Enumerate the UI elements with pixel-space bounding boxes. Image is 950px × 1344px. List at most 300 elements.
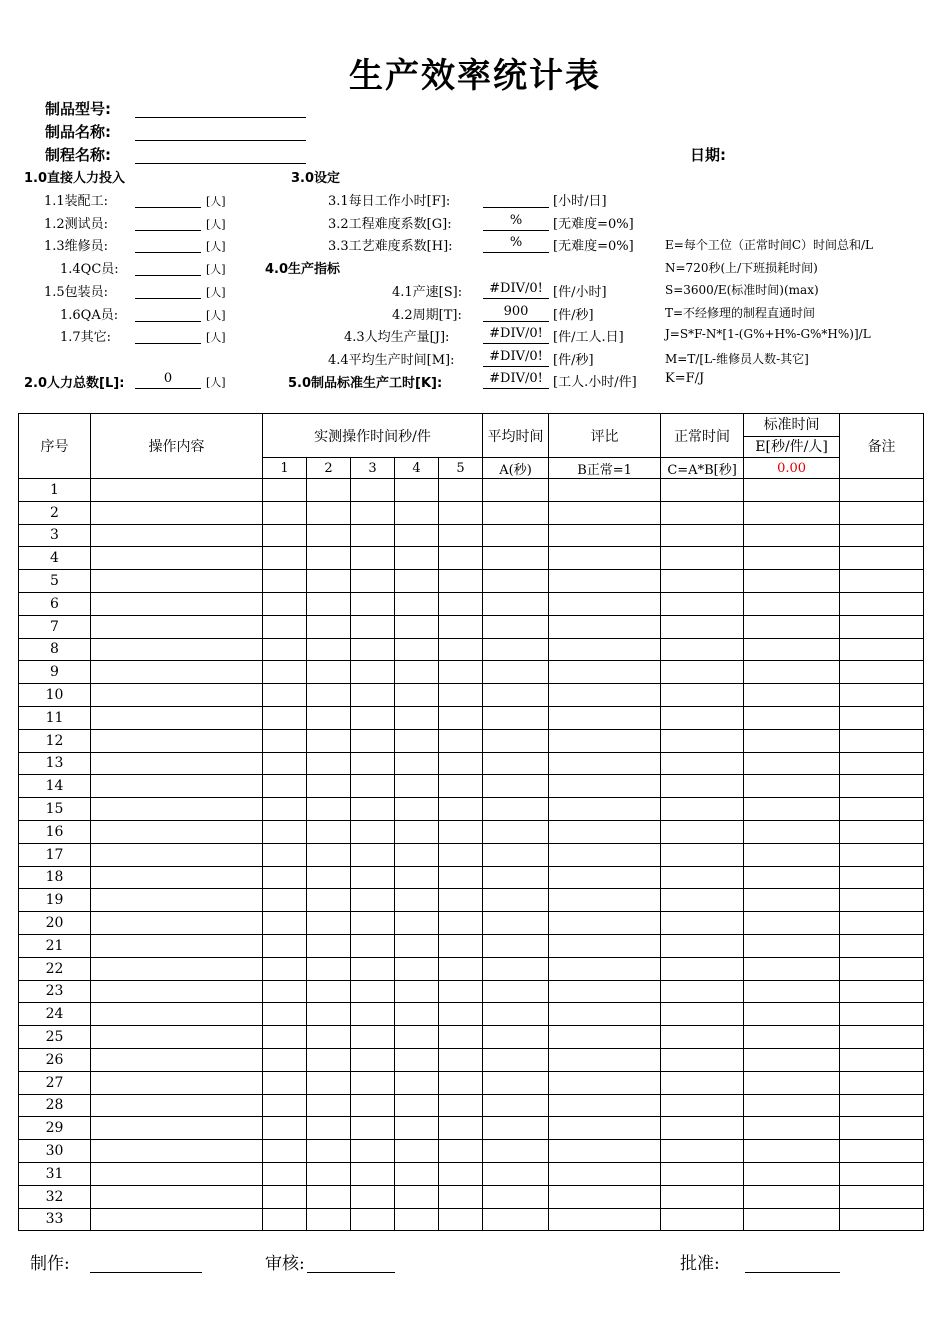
table-cell[interactable] (263, 1094, 307, 1117)
table-cell[interactable] (549, 1185, 661, 1208)
table-cell[interactable] (351, 934, 395, 957)
table-cell[interactable] (549, 889, 661, 912)
table-cell[interactable] (549, 661, 661, 684)
table-cell[interactable] (744, 775, 840, 798)
table-cell[interactable] (395, 501, 439, 524)
table-cell[interactable] (91, 547, 263, 570)
table-cell[interactable] (549, 1140, 661, 1163)
table-cell[interactable] (263, 957, 307, 980)
table-cell[interactable] (351, 866, 395, 889)
setting-value-field[interactable]: % (483, 212, 549, 231)
table-cell[interactable] (439, 638, 483, 661)
table-cell[interactable] (744, 957, 840, 980)
table-cell[interactable] (483, 570, 549, 593)
table-cell[interactable] (661, 912, 744, 935)
table-cell[interactable] (351, 980, 395, 1003)
table-cell[interactable] (439, 706, 483, 729)
table-cell[interactable] (307, 501, 351, 524)
table-cell[interactable] (439, 980, 483, 1003)
table-cell[interactable] (263, 1026, 307, 1049)
table-cell[interactable] (395, 615, 439, 638)
table-cell[interactable] (744, 1026, 840, 1049)
table-cell[interactable] (307, 615, 351, 638)
table-cell[interactable] (483, 980, 549, 1003)
table-cell[interactable] (91, 615, 263, 638)
table-cell[interactable] (661, 524, 744, 547)
table-cell[interactable] (91, 524, 263, 547)
table-cell[interactable] (661, 775, 744, 798)
table-cell[interactable] (263, 729, 307, 752)
table-cell[interactable] (661, 638, 744, 661)
table-cell[interactable] (307, 729, 351, 752)
staff-count-field[interactable] (135, 212, 201, 231)
table-cell[interactable] (307, 1048, 351, 1071)
table-cell[interactable] (351, 957, 395, 980)
table-cell[interactable] (744, 1071, 840, 1094)
table-cell[interactable] (263, 912, 307, 935)
table-cell[interactable] (395, 729, 439, 752)
table-cell[interactable] (395, 479, 439, 502)
table-cell[interactable] (91, 1140, 263, 1163)
table-cell[interactable] (483, 934, 549, 957)
table-cell[interactable] (744, 934, 840, 957)
table-cell[interactable] (91, 866, 263, 889)
table-cell[interactable] (263, 752, 307, 775)
table-cell[interactable] (840, 1208, 924, 1231)
table-cell[interactable] (840, 570, 924, 593)
table-cell[interactable] (840, 1071, 924, 1094)
table-cell[interactable] (439, 1026, 483, 1049)
table-cell[interactable] (439, 684, 483, 707)
table-cell[interactable] (395, 1140, 439, 1163)
table-cell[interactable] (307, 752, 351, 775)
table-cell[interactable] (840, 706, 924, 729)
table-cell[interactable] (744, 866, 840, 889)
table-cell[interactable] (549, 524, 661, 547)
table-cell[interactable] (307, 820, 351, 843)
table-cell[interactable] (439, 957, 483, 980)
table-cell[interactable] (307, 684, 351, 707)
table-cell[interactable] (483, 729, 549, 752)
table-cell[interactable] (549, 570, 661, 593)
table-cell[interactable] (263, 1162, 307, 1185)
table-cell[interactable] (307, 1162, 351, 1185)
table-cell[interactable] (395, 1208, 439, 1231)
table-cell[interactable] (661, 866, 744, 889)
table-cell[interactable] (307, 775, 351, 798)
table-cell[interactable] (661, 1071, 744, 1094)
table-cell[interactable] (351, 1094, 395, 1117)
table-cell[interactable] (744, 752, 840, 775)
table-cell[interactable] (439, 912, 483, 935)
table-cell[interactable] (549, 479, 661, 502)
table-cell[interactable] (483, 479, 549, 502)
table-cell[interactable] (744, 615, 840, 638)
table-cell[interactable] (840, 752, 924, 775)
table-cell[interactable] (395, 775, 439, 798)
table-cell[interactable] (549, 752, 661, 775)
table-cell[interactable] (91, 1003, 263, 1026)
table-cell[interactable] (439, 479, 483, 502)
table-cell[interactable] (307, 547, 351, 570)
table-cell[interactable] (483, 1003, 549, 1026)
table-cell[interactable] (483, 912, 549, 935)
table-cell[interactable] (483, 1071, 549, 1094)
table-cell[interactable] (744, 1003, 840, 1026)
table-cell[interactable] (483, 866, 549, 889)
table-cell[interactable] (840, 957, 924, 980)
table-cell[interactable] (549, 1026, 661, 1049)
table-cell[interactable] (744, 479, 840, 502)
table-cell[interactable] (395, 661, 439, 684)
table-cell[interactable] (263, 684, 307, 707)
table-cell[interactable] (744, 706, 840, 729)
table-cell[interactable] (263, 934, 307, 957)
table-cell[interactable] (549, 1208, 661, 1231)
table-cell[interactable] (91, 1094, 263, 1117)
table-cell[interactable] (661, 1162, 744, 1185)
table-cell[interactable] (91, 570, 263, 593)
table-cell[interactable] (661, 1026, 744, 1049)
table-cell[interactable] (661, 934, 744, 957)
table-cell[interactable] (395, 843, 439, 866)
table-cell[interactable] (661, 479, 744, 502)
table-cell[interactable] (439, 1117, 483, 1140)
table-cell[interactable] (483, 1140, 549, 1163)
table-cell[interactable] (91, 1026, 263, 1049)
table-cell[interactable] (661, 661, 744, 684)
table-cell[interactable] (395, 524, 439, 547)
table-cell[interactable] (351, 1003, 395, 1026)
table-cell[interactable] (744, 1208, 840, 1231)
table-cell[interactable] (744, 1140, 840, 1163)
table-cell[interactable] (483, 843, 549, 866)
table-cell[interactable] (351, 1071, 395, 1094)
table-cell[interactable] (661, 1208, 744, 1231)
table-cell[interactable] (307, 1185, 351, 1208)
table-cell[interactable] (549, 775, 661, 798)
table-cell[interactable] (395, 1003, 439, 1026)
table-cell[interactable] (307, 934, 351, 957)
table-cell[interactable] (395, 1026, 439, 1049)
table-cell[interactable] (395, 638, 439, 661)
table-cell[interactable] (840, 912, 924, 935)
table-cell[interactable] (744, 1094, 840, 1117)
table-cell[interactable] (483, 615, 549, 638)
table-cell[interactable] (549, 1094, 661, 1117)
table-cell[interactable] (840, 1162, 924, 1185)
table-cell[interactable] (483, 775, 549, 798)
table-cell[interactable] (395, 706, 439, 729)
table-cell[interactable] (91, 706, 263, 729)
table-cell[interactable] (549, 912, 661, 935)
table-cell[interactable] (263, 1208, 307, 1231)
table-cell[interactable] (549, 866, 661, 889)
table-cell[interactable] (439, 592, 483, 615)
table-cell[interactable] (483, 661, 549, 684)
table-cell[interactable] (744, 1162, 840, 1185)
table-cell[interactable] (395, 889, 439, 912)
table-cell[interactable] (91, 501, 263, 524)
table-cell[interactable] (840, 615, 924, 638)
table-cell[interactable] (263, 866, 307, 889)
table-cell[interactable] (395, 684, 439, 707)
table-cell[interactable] (661, 752, 744, 775)
table-cell[interactable] (263, 889, 307, 912)
table-cell[interactable] (307, 479, 351, 502)
table-cell[interactable] (439, 820, 483, 843)
table-cell[interactable] (840, 638, 924, 661)
table-cell[interactable] (661, 798, 744, 821)
table-cell[interactable] (307, 661, 351, 684)
table-cell[interactable] (91, 912, 263, 935)
table-cell[interactable] (395, 1185, 439, 1208)
table-cell[interactable] (395, 912, 439, 935)
table-cell[interactable] (549, 706, 661, 729)
table-cell[interactable] (351, 1026, 395, 1049)
table-cell[interactable] (840, 1003, 924, 1026)
table-cell[interactable] (744, 684, 840, 707)
table-cell[interactable] (395, 1071, 439, 1094)
table-cell[interactable] (483, 1048, 549, 1071)
table-cell[interactable] (439, 1185, 483, 1208)
table-cell[interactable] (91, 479, 263, 502)
table-cell[interactable] (661, 889, 744, 912)
table-cell[interactable] (661, 1003, 744, 1026)
table-cell[interactable] (307, 1140, 351, 1163)
table-cell[interactable] (744, 1185, 840, 1208)
table-cell[interactable] (549, 615, 661, 638)
table-cell[interactable] (661, 1140, 744, 1163)
table-cell[interactable] (661, 1117, 744, 1140)
table-cell[interactable] (840, 684, 924, 707)
table-cell[interactable] (661, 957, 744, 980)
table-cell[interactable] (351, 1162, 395, 1185)
table-cell[interactable] (395, 866, 439, 889)
table-cell[interactable] (661, 843, 744, 866)
table-cell[interactable] (439, 934, 483, 957)
table-cell[interactable] (307, 912, 351, 935)
table-cell[interactable] (840, 820, 924, 843)
table-cell[interactable] (351, 775, 395, 798)
table-cell[interactable] (395, 798, 439, 821)
table-cell[interactable] (395, 1117, 439, 1140)
table-cell[interactable] (661, 547, 744, 570)
table-cell[interactable] (91, 592, 263, 615)
table-cell[interactable] (549, 980, 661, 1003)
table-cell[interactable] (439, 1094, 483, 1117)
table-cell[interactable] (483, 752, 549, 775)
table-cell[interactable] (439, 798, 483, 821)
table-cell[interactable] (840, 1048, 924, 1071)
table-cell[interactable] (661, 592, 744, 615)
table-cell[interactable] (351, 684, 395, 707)
table-cell[interactable] (91, 1185, 263, 1208)
table-cell[interactable] (744, 592, 840, 615)
table-cell[interactable] (840, 798, 924, 821)
table-cell[interactable] (307, 1003, 351, 1026)
table-cell[interactable] (483, 1026, 549, 1049)
table-cell[interactable] (439, 661, 483, 684)
table-cell[interactable] (549, 684, 661, 707)
table-cell[interactable] (483, 592, 549, 615)
table-cell[interactable] (91, 934, 263, 957)
table-cell[interactable] (439, 1003, 483, 1026)
table-cell[interactable] (744, 638, 840, 661)
table-cell[interactable] (307, 798, 351, 821)
table-cell[interactable] (661, 570, 744, 593)
table-cell[interactable] (840, 547, 924, 570)
table-cell[interactable] (395, 1094, 439, 1117)
table-cell[interactable] (351, 752, 395, 775)
table-cell[interactable] (263, 479, 307, 502)
table-cell[interactable] (91, 798, 263, 821)
table-cell[interactable] (744, 820, 840, 843)
table-cell[interactable] (661, 615, 744, 638)
reviewed-by-field[interactable] (307, 1272, 395, 1273)
table-cell[interactable] (263, 1117, 307, 1140)
table-cell[interactable] (351, 889, 395, 912)
table-cell[interactable] (91, 752, 263, 775)
table-cell[interactable] (351, 615, 395, 638)
table-cell[interactable] (395, 957, 439, 980)
table-cell[interactable] (91, 1162, 263, 1185)
staff-count-field[interactable] (135, 325, 201, 344)
table-cell[interactable] (351, 547, 395, 570)
table-cell[interactable] (661, 820, 744, 843)
table-cell[interactable] (91, 1048, 263, 1071)
table-cell[interactable] (91, 775, 263, 798)
table-cell[interactable] (439, 570, 483, 593)
staff-count-field[interactable] (135, 280, 201, 299)
table-cell[interactable] (840, 889, 924, 912)
table-cell[interactable] (263, 775, 307, 798)
table-cell[interactable] (91, 638, 263, 661)
table-cell[interactable] (351, 912, 395, 935)
table-cell[interactable] (661, 980, 744, 1003)
table-cell[interactable] (351, 592, 395, 615)
table-cell[interactable] (840, 524, 924, 547)
table-cell[interactable] (263, 638, 307, 661)
table-cell[interactable] (439, 547, 483, 570)
table-cell[interactable] (744, 843, 840, 866)
table-cell[interactable] (744, 1048, 840, 1071)
table-cell[interactable] (549, 798, 661, 821)
table-cell[interactable] (307, 866, 351, 889)
table-cell[interactable] (307, 843, 351, 866)
table-cell[interactable] (307, 706, 351, 729)
table-cell[interactable] (263, 1071, 307, 1094)
table-cell[interactable] (307, 592, 351, 615)
table-cell[interactable] (661, 684, 744, 707)
table-cell[interactable] (840, 866, 924, 889)
table-cell[interactable] (483, 501, 549, 524)
staff-count-field[interactable] (135, 234, 201, 253)
table-cell[interactable] (744, 729, 840, 752)
table-cell[interactable] (483, 1094, 549, 1117)
table-cell[interactable] (351, 1117, 395, 1140)
table-cell[interactable] (439, 775, 483, 798)
table-cell[interactable] (744, 889, 840, 912)
table-cell[interactable] (263, 1048, 307, 1071)
table-cell[interactable] (483, 798, 549, 821)
table-cell[interactable] (307, 1026, 351, 1049)
staff-count-field[interactable] (135, 303, 201, 322)
table-cell[interactable] (91, 1071, 263, 1094)
table-cell[interactable] (549, 843, 661, 866)
table-cell[interactable] (395, 570, 439, 593)
table-cell[interactable] (307, 638, 351, 661)
table-cell[interactable] (840, 729, 924, 752)
table-cell[interactable] (483, 1117, 549, 1140)
process-field[interactable] (135, 147, 306, 164)
table-cell[interactable] (351, 820, 395, 843)
table-cell[interactable] (439, 866, 483, 889)
table-cell[interactable] (549, 729, 661, 752)
table-cell[interactable] (549, 592, 661, 615)
staff-count-field[interactable] (135, 189, 201, 208)
table-cell[interactable] (549, 1048, 661, 1071)
table-cell[interactable] (744, 912, 840, 935)
table-cell[interactable] (483, 1185, 549, 1208)
table-cell[interactable] (307, 889, 351, 912)
table-cell[interactable] (351, 1185, 395, 1208)
table-cell[interactable] (549, 547, 661, 570)
table-cell[interactable] (744, 661, 840, 684)
table-cell[interactable] (307, 980, 351, 1003)
table-cell[interactable] (263, 980, 307, 1003)
table-cell[interactable] (439, 1071, 483, 1094)
setting-value-field[interactable]: % (483, 234, 549, 253)
table-cell[interactable] (307, 570, 351, 593)
table-cell[interactable] (549, 1071, 661, 1094)
table-cell[interactable] (744, 524, 840, 547)
table-cell[interactable] (307, 524, 351, 547)
table-cell[interactable] (263, 570, 307, 593)
table-cell[interactable] (840, 934, 924, 957)
table-cell[interactable] (263, 820, 307, 843)
table-cell[interactable] (263, 547, 307, 570)
table-cell[interactable] (395, 752, 439, 775)
table-cell[interactable] (91, 957, 263, 980)
table-cell[interactable] (263, 1003, 307, 1026)
table-cell[interactable] (840, 1094, 924, 1117)
table-cell[interactable] (661, 501, 744, 524)
table-cell[interactable] (549, 820, 661, 843)
table-cell[interactable] (395, 1048, 439, 1071)
table-cell[interactable] (840, 661, 924, 684)
model-field[interactable] (135, 101, 306, 118)
table-cell[interactable] (263, 501, 307, 524)
table-cell[interactable] (351, 1140, 395, 1163)
table-cell[interactable] (840, 1185, 924, 1208)
table-cell[interactable] (549, 934, 661, 957)
table-cell[interactable] (439, 889, 483, 912)
table-cell[interactable] (840, 501, 924, 524)
table-cell[interactable] (307, 1117, 351, 1140)
table-cell[interactable] (439, 1048, 483, 1071)
table-cell[interactable] (549, 957, 661, 980)
table-cell[interactable] (395, 934, 439, 957)
table-cell[interactable] (263, 798, 307, 821)
table-cell[interactable] (840, 1140, 924, 1163)
table-cell[interactable] (351, 798, 395, 821)
table-cell[interactable] (263, 706, 307, 729)
table-cell[interactable] (263, 1140, 307, 1163)
table-cell[interactable] (840, 1026, 924, 1049)
table-cell[interactable] (483, 957, 549, 980)
table-cell[interactable] (483, 524, 549, 547)
